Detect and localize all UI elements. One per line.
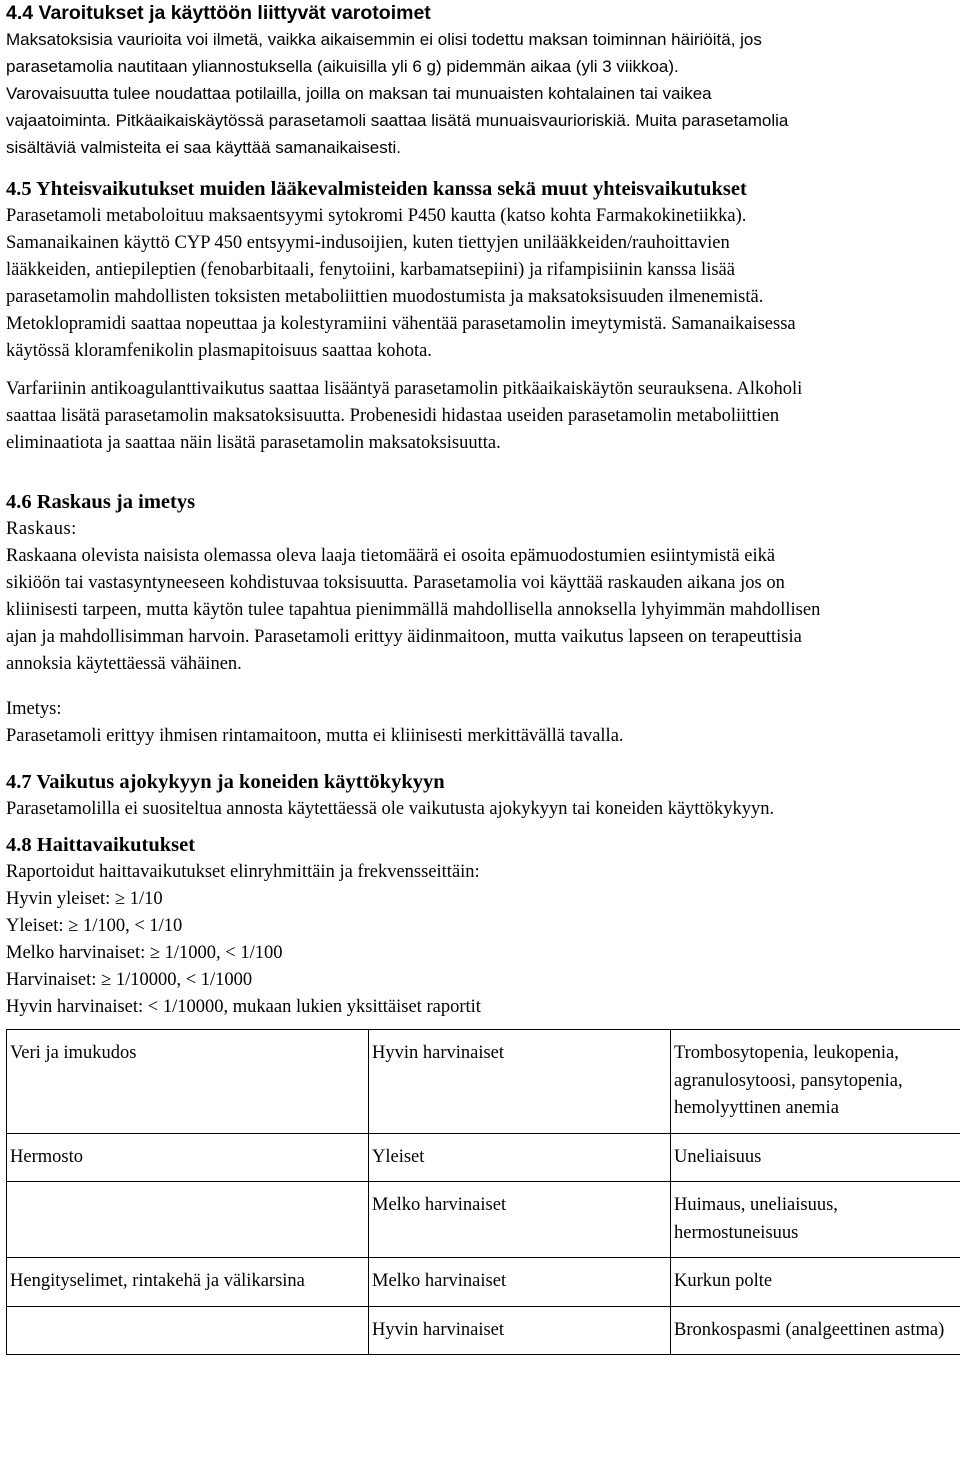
table-cell-frequency: Melko harvinaiset [369,1182,671,1258]
text-line: Maksatoksisia vaurioita voi ilmetä, vaikka aikaisemmin ei olisi todettu maksan toiminnan häiriöitä, jos [6,30,762,49]
table-cell-effect: Uneliaisuus [671,1133,960,1182]
table-cell-organ [7,1182,369,1258]
paragraph: Raportoidut haittavaikutukset elinryhmittäin ja frekvensseittäin: [6,862,480,882]
table-row [7,1133,960,1182]
frequency-item: Harvinaiset: ≥ 1/10000, < 1/1000 [6,970,253,990]
text-line: Varfariinin antikoagulanttivaikutus saattaa lisääntyä parasetamolin pitkäaikaiskäytön seurauksena. Alkoholi [6,379,803,399]
text-line: eliminaatiota ja saattaa näin lisätä parasetamolin maksatoksisuutta. [6,433,501,453]
section-heading: 4.6 Raskaus ja imetys [6,491,196,513]
table-cell-frequency: Hyvin harvinaiset [369,1306,671,1355]
paragraph: Parasetamolilla ei suositeltua annosta käytettäessä ole vaikutusta ajokykyyn tai koneiden käyttökykyyn. [6,799,775,819]
section-heading: 4.5 Yhteisvaikutukset muiden lääkevalmisteiden kanssa sekä muut yhteisvaikutukset [6,178,747,200]
paragraph [6,376,954,457]
section-heading: 4.8 Haittavaikutukset [6,834,196,856]
paragraph [6,203,954,365]
text-line: annoksia käytettäessä vähäinen. [6,654,242,674]
table-row [7,1306,960,1355]
frequency-item: Hyvin harvinaiset: < 1/10000, mukaan lukien yksittäiset raportit [6,997,481,1017]
frequency-item: Yleiset: ≥ 1/100, < 1/10 [6,916,183,936]
table-cell-organ: Veri ja imukudos [7,1030,369,1134]
text-line: kliinisesti tarpeen, mutta käytön tulee tapahtua pienimmällä mahdollisella annoksella lyhyimmän mahdollisen [6,600,821,620]
table-cell-organ [7,1306,369,1355]
table-row [7,1258,960,1307]
table-cell-frequency: Yleiset [369,1133,671,1182]
section-4-5 [6,176,954,457]
text-line: saattaa lisätä parasetamolin maksatoksisuutta. Probenesidi hidastaa useiden parasetamolin metaboliittien [6,406,780,426]
text-line: Metoklopramidi saattaa nopeuttaa ja kolestyramiini vähentää parasetamolin imeytymistä. Samanaikaisessa [6,314,796,334]
text-line: sikiöön tai vastasyntyneeseen kohdistuvaa toksisuutta. Parasetamolia voi käyttää raskauden aikana jos on [6,573,785,593]
text-line: ajan ja mahdollisimman harvoin. Parasetamoli erittyy äidinmaitoon, mutta vaikutus lapseen on terapeuttisia [6,627,802,647]
table-row [7,1030,960,1134]
table-row [7,1182,960,1258]
document-page [6,0,954,1355]
frequency-item: Hyvin yleiset: ≥ 1/10 [6,889,163,909]
text-line: lääkkeiden, antiepileptien (fenobarbitaali, fenytoiini, karbamatsepiini) ja rifampisiinin kanssa lisää [6,260,735,280]
subheading-lactation: Imetys: [6,699,62,719]
table-cell-effect: Huimaus, uneliaisuus, hermostuneisuus [671,1182,960,1258]
table-cell-frequency: Melko harvinaiset [369,1258,671,1307]
table-cell-effect: Trombosytopenia, leukopenia, agranulosytoosi, pansytopenia, hemolyyttinen anemia [671,1030,960,1134]
section-body [6,26,954,161]
table-cell-frequency: Hyvin harvinaiset [369,1030,671,1134]
paragraph [6,543,954,678]
section-4-7 [6,769,954,823]
section-4-4 [6,0,954,161]
text-line: Samanaikainen käyttö CYP 450 entsyymi-indusoijien, kuten tiettyjen unilääkkeiden/rauhoittavien [6,233,730,253]
text-line: Parasetamoli metaboloituu maksaentsyymi sytokromi P450 kautta (katso kohta Farmakokinetiikka). [6,206,747,226]
text-line: sisältäviä valmisteita ei saa käyttää samanaikaisesti. [6,138,401,157]
table-cell-organ: Hermosto [7,1133,369,1182]
section-heading: 4.7 Vaikutus ajokykyyn ja koneiden käyttökykyyn [6,771,445,793]
table-cell-effect: Bronkospasmi (analgeettinen astma) [671,1306,960,1355]
table-cell-effect: Kurkun polte [671,1258,960,1307]
section-4-8 [6,832,954,1355]
text-line: parasetamolin mahdollisten toksisten metaboliittien muodostumista ja maksatoksisuuden ilmenemistä. [6,287,764,307]
text-line: vajaatoiminta. Pitkäaikaiskäytössä parasetamoli saattaa lisätä munuaisvaurioriskiä. Muita parasetamolia [6,111,789,130]
frequency-list [6,886,954,1021]
text-line: käytössä kloramfenikolin plasmapitoisuus saattaa kohota. [6,341,432,361]
section-4-6 [6,489,954,750]
text-line: parasetamolia nautitaan yliannostuksella (aikuisilla yli 6 g) pidemmän aikaa (yli 3 viikkoa). [6,57,679,76]
section-heading: 4.4 Varoitukset ja käyttöön liittyvät varotoimet [6,2,431,24]
table-cell-organ: Hengityselimet, rintakehä ja välikarsina [7,1258,369,1307]
frequency-item: Melko harvinaiset: ≥ 1/1000, < 1/100 [6,943,283,963]
adverse-effects-table [6,1029,960,1355]
subheading-pregnancy: Raskaus: [6,519,77,539]
paragraph: Parasetamoli erittyy ihmisen rintamaitoon, mutta ei kliinisesti merkittävällä tavalla. [6,726,624,746]
text-line: Raskaana olevista naisista olemassa oleva laaja tietomäärä ei osoita epämuodostumien esiintymistä eikä [6,546,776,566]
text-line: Varovaisuutta tulee noudattaa potilailla, joilla on maksan tai munuaisten kohtalainen tai vaikea [6,84,712,103]
